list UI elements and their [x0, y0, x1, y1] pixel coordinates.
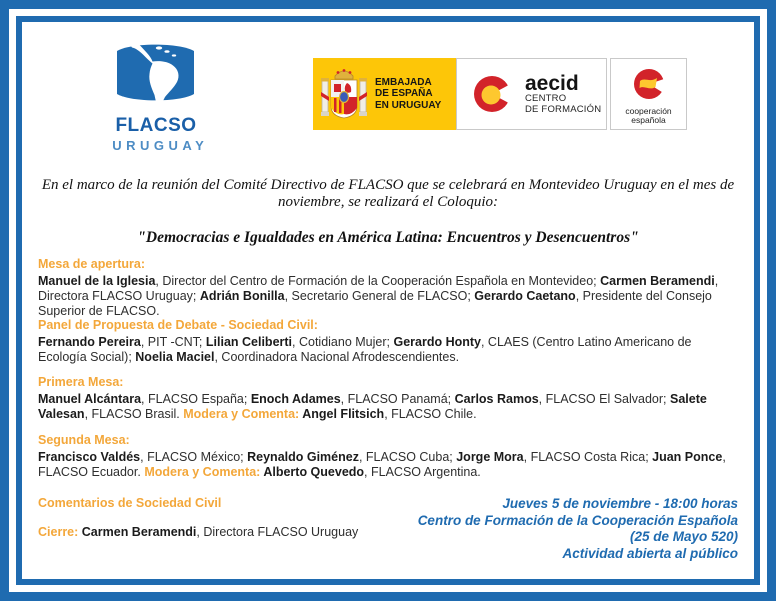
flacso-logo-name: FLACSO	[115, 115, 197, 136]
flacso-logo-icon	[111, 34, 200, 112]
section-header: Panel de Propuesta de Debate - Sociedad Civil:	[38, 318, 318, 332]
event-address: (25 de Mayo 520)	[629, 529, 738, 544]
closing-line: Cierre: Carmen Beramendi, Directora FLACSO Uruguay	[38, 525, 359, 539]
embassy-label-line2: DE ESPAÑA	[375, 88, 433, 100]
embassy-label-line3: EN URUGUAY	[375, 99, 442, 111]
section-panel-sociedad-civil	[38, 318, 740, 365]
cooperacion-label	[625, 107, 671, 126]
spain-coat-of-arms-icon	[320, 64, 368, 124]
spain-embassy-logo	[313, 58, 456, 130]
cooperacion-line2: española	[631, 115, 666, 125]
cooperacion-c-icon	[628, 63, 670, 105]
partner-logo-strip	[313, 58, 687, 130]
section-body: Manuel de la Iglesia, Director del Centro de Formación de la Cooperación Española en Montevideo; Carmen Beramendi, Directora FLACSO Uruguay; Adrián Bonilla, Secretario General de FLACSO; Gerardo Caetano, Presidente del Consejo Superior de FLACSO.	[38, 274, 719, 318]
colloquium-title: "Democracias e Igualdades en América Latina: Encuentros y Desencuentros"	[137, 229, 639, 246]
aecid-c-icon	[466, 68, 518, 120]
section-header: Primera Mesa:	[38, 375, 124, 389]
aecid-sub2: DE FORMACIÓN	[525, 103, 602, 115]
comments-section-header: Comentarios de Sociedad Civil	[38, 496, 222, 510]
aecid-label	[525, 73, 601, 115]
event-venue: Centro de Formación de la Cooperación Española	[417, 512, 738, 528]
event-date-time: Jueves 5 de noviembre - 18:00 horas	[502, 496, 738, 511]
aecid-logo	[456, 58, 607, 130]
flacso-logo-region: URUGUAY	[112, 138, 209, 153]
cooperacion-line1: cooperación	[625, 105, 672, 116]
event-open-note: Actividad abierta al público	[562, 545, 738, 561]
intro-paragraph: En el marco de la reunión del Comité Directivo de FLACSO que se celebrará en Montevideo Uruguay en el mes de noviembre, se realizará el Coloquio:	[41, 177, 735, 210]
aecid-name: aecid	[525, 72, 579, 95]
section-primera-mesa	[38, 375, 740, 422]
section-body: Manuel Alcántara, FLACSO España; Enoch Adames, FLACSO Panamá; Carlos Ramos, FLACSO El Salvador; Salete Valesan, FLACSO Brasil. Modera y Comenta: Angel Flitsich, FLACSO Chile.	[38, 392, 707, 421]
section-segunda-mesa	[38, 433, 740, 480]
section-body: Francisco Valdés, FLACSO México; Reynaldo Giménez, FLACSO Cuba; Jorge Mora, FLACSO Costa Rica; Juan Ponce, FLACSO Ecuador. Modera y Comenta: Alberto Quevedo, FLACSO Argentina.	[38, 450, 726, 479]
event-info-block	[418, 496, 738, 562]
cooperacion-espanola-logo	[610, 58, 687, 130]
section-body: Fernando Pereira, PIT -CNT; Lilian Celiberti, Cotidiano Mujer; Gerardo Honty, CLAES (Centro Latino Americano de Ecología Social); Noelia Maciel, Coordinadora Nacional Afrodescendientes.	[38, 335, 692, 364]
embassy-label	[375, 77, 441, 112]
aecid-sub1: CENTRO	[525, 93, 567, 104]
section-header: Segunda Mesa:	[38, 433, 130, 447]
section-mesa-apertura	[38, 257, 740, 319]
embassy-label-line1: EMBAJADA	[375, 76, 432, 88]
section-header: Mesa de apertura:	[38, 257, 145, 271]
